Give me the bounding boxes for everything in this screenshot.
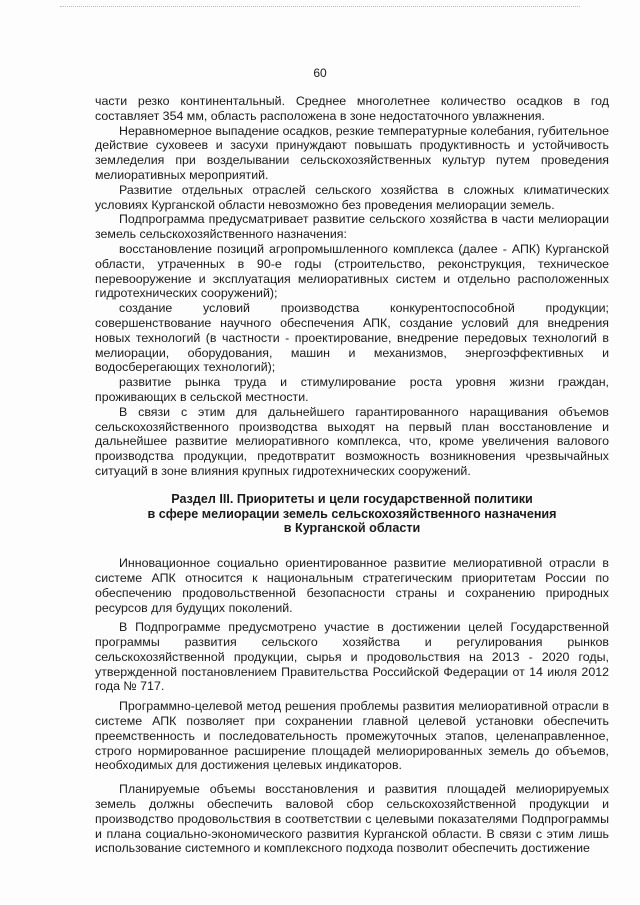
section-heading-line: Раздел III. Приоритеты и цели государственной политики: [171, 491, 533, 506]
section-heading: [95, 492, 609, 536]
paragraph: Инновационное социально ориентированное развитие мелиоративной отрасли в системе АПК относится к национальным стратегическим приоритетам России по обеспечению продовольственной безопасности страны и сохранению природных ресурсов для будущих поколений.: [95, 556, 609, 615]
section-heading-line: в Курганской области: [283, 521, 421, 536]
paragraphs-after-heading: [95, 556, 609, 856]
list-paragraph: восстановление позиций агропромышленного комплекса (далее - АПК) Курганской области, утраченных в 90-е годы (строительство, реконструкция, техническое перевооружение и эксплуатация мелиоративных систем и отдельно расположенных гидротехнических сооружений);: [95, 241, 609, 301]
document-body: [95, 94, 609, 856]
paragraph: В Подпрограмме предусмотрено участие в достижении целей Государственной программы развития сельского хозяйства и регулирования рынков сельскохозяйственной продукции, сырья и продовольствия на 2013 - 2020 годы, утвержденной постановлением Правительства Российской Федерации от 14 июля 2012 года № 717.: [95, 620, 609, 694]
scan-edge-artifact: [60, 6, 580, 8]
paragraph: Неравномерное выпадение осадков, резкие температурные колебания, губительное действие суховеев и засухи принуждают повышать продуктивность и устойчивость земледелия при возделывании сельскохозяйственных культур путем проведения мелиоративных мероприятий.: [95, 123, 609, 182]
paragraph: Программно-целевой метод решения проблемы развития мелиоративной отрасли в системе АПК позволяет при сохранении главной целевой установки обеспечить преемственность и последовательность промежуточных этапов, целенаправленное, строго нормированное расширение площадей мелиорированных земель до объемов, необходимых для достижения целевых индикаторов.: [95, 699, 609, 773]
paragraph: Развитие отдельных отраслей сельского хозяйства в сложных климатических условиях Курганской области невозможно без проведения мелиорации земель.: [95, 182, 609, 212]
section-heading-line: в сфере мелиорации земель сельскохозяйственного назначения: [147, 506, 557, 521]
paragraph: Подпрограмма предусматривает развитие сельского хозяйства в части мелиорации земель сельскохозяйственного назначения:: [95, 212, 609, 242]
paragraph: Планируемые объемы восстановления и развития площадей мелиорируемых земель должны обеспечить валовой сбор сельскохозяйственной продукции и производство продовольствия в соответствии с целевыми показателями Подпрограммы и плана социально-экономического развития Курганской области. В связи с этим лишь использование системного и комплексного подхода позволит обеспечить достижение: [95, 782, 609, 856]
paragraph: части резко континентальный. Среднее многолетнее количество осадков в год составляет 354 мм, область расположена в зоне недостаточного увлажнения.: [95, 94, 609, 123]
list-paragraph: создание условий производства конкурентоспособной продукции; совершенствование научного обеспечения АПК, создание условий для внедрения новых технологий (в частности - проектирование, внедрение передовых технологий в мелиорации, оборудования, машин и механизмов, энергоэффективных и водосберегающих технологий);: [95, 301, 609, 375]
paragraph: В связи с этим для дальнейшего гарантированного наращивания объемов сельскохозяйственного производства выходят на первый план восстановление и дальнейшее развитие мелиоративного комплекса, что, кроме увеличения валового производства продукции, предотвратит возможность возникновения чрезвычайных ситуаций в зоне влияния крупных гидротехнических сооружений.: [95, 404, 609, 478]
list-paragraph: развитие рынка труда и стимулирование роста уровня жизни граждан, проживающих в сельской местности.: [95, 375, 609, 404]
paragraphs-before-heading: [95, 94, 609, 479]
page-number: 60: [313, 66, 327, 80]
